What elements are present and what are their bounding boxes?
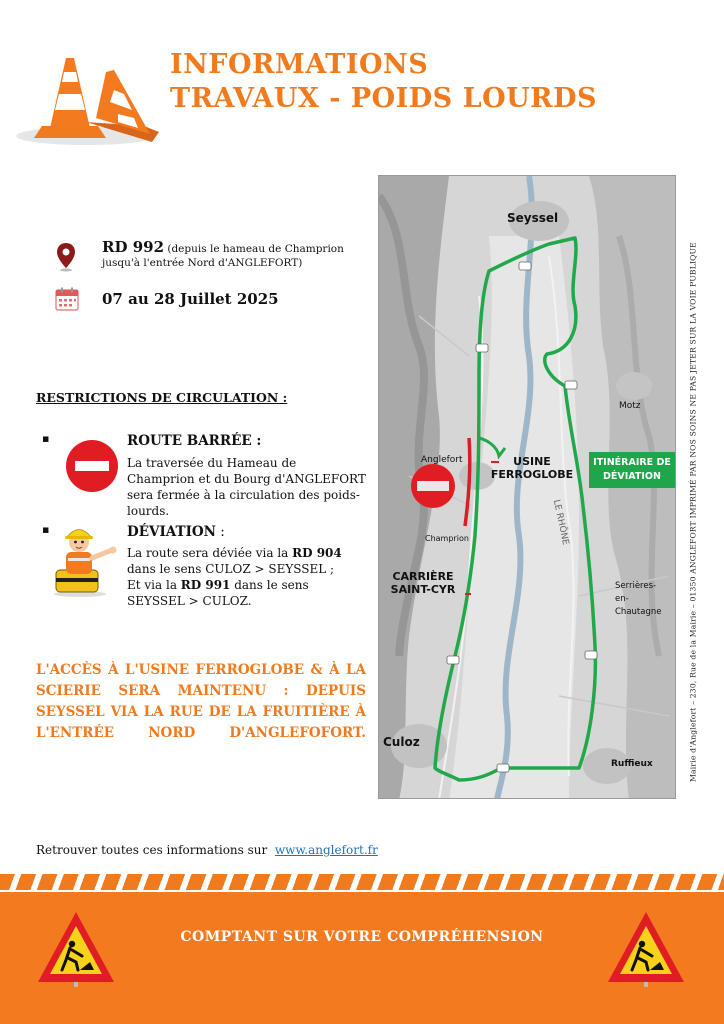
hazard-stripes (0, 874, 724, 890)
road-number: RD 992 (102, 238, 165, 256)
road-location-detail: (depuis le hameau de Champrion jusqu'à l'entrée Nord d'ANGLEFORT) (102, 243, 344, 269)
deviation-title-colon: : (215, 524, 225, 540)
bullet-road-closed: ▪ (42, 432, 50, 445)
map-river-rhone: LE RHÔNE (550, 498, 571, 546)
deviation-text (127, 545, 367, 609)
map-town-ruffieux: Ruffieux (611, 759, 653, 769)
page-title (170, 48, 597, 116)
deviation-road-a: RD 904 (292, 546, 342, 560)
calendar-icon (54, 286, 80, 312)
map-town-seyssel: Seyssel (507, 211, 559, 225)
bullet-deviation: ▪ (42, 523, 50, 536)
deviation-text-c: Et via la (127, 578, 181, 592)
restrictions-title: RESTRICTIONS DE CIRCULATION : (36, 390, 288, 405)
bottom-banner (0, 892, 724, 1024)
footer-text: Retrouver toutes ces informations sur (36, 843, 268, 857)
map-town-motz: Motz (619, 401, 641, 411)
work-dates: 07 au 28 Juillet 2025 (102, 290, 279, 308)
map-town-champrion: Champrion (425, 534, 469, 543)
road-closed-title: ROUTE BARRÉE : (127, 433, 262, 449)
deviation-text-d: dans le sens SEYSSEL > CULOZ. (127, 578, 309, 608)
deviation-map (378, 175, 676, 799)
banner-text: COMPTANT SUR VOTRE COMPRÉHENSION (180, 929, 544, 945)
location-pin-icon (56, 242, 76, 272)
no-entry-sign-icon (66, 440, 118, 492)
map-town-serrieres: Serrières- en-Chautagne (615, 581, 662, 617)
construction-worker-icon (50, 522, 120, 598)
map-town-anglefort: Anglefort (421, 455, 463, 465)
roadwork-sign-icon-left (34, 908, 118, 988)
road-location (102, 240, 362, 270)
roadwork-sign-icon-right (604, 908, 688, 988)
deviation-title-wrap (127, 524, 225, 540)
map-legend-deviation: ITINÉRAIRE DE DÉVIATION (589, 452, 675, 488)
map-town-culoz: Culoz (383, 735, 420, 749)
side-note: Mairie d'Anglefort – 230, Rue de la Mairie – 01350 ANGLEFORT IMPRIMÉ PAR NOS SOINS NE PAS JETER SUR LA VOIE PUBLIQUE (688, 242, 698, 782)
title-line-2: TRAVAUX - POIDS LOURDS (170, 83, 597, 114)
deviation-text-b: dans le sens CULOZ > SEYSSEL ; (127, 562, 335, 576)
deviation-title: DÉVIATION (127, 524, 216, 540)
map-label-carriere: CARRIÈRE SAINT-CYR (390, 570, 456, 596)
website-link[interactable]: www.anglefort.fr (274, 843, 378, 857)
traffic-cones-icon (14, 52, 159, 147)
footer-info (36, 843, 378, 857)
map-label-usine: USINE FERROGLOBE (490, 455, 574, 481)
deviation-road-b: RD 991 (180, 578, 231, 592)
deviation-text-a: La route sera déviée via la (127, 546, 293, 560)
road-closed-text: La traversée du Hameau de Champrion et du Bourg d'ANGLEFORT sera fermée à la circulation des poids-lourds. (127, 456, 366, 518)
title-line-1: INFORMATIONS (170, 49, 429, 80)
access-note: L'ACCÈS À L'USINE FERROGLOBE & À LA SCIERIE SERA MAINTENU : DEPUIS SEYSSEL VIA LA RUE DE LA FRUITIÈRE À L'ENTRÉE NORD D'ANGLEFOFORT. (36, 662, 366, 741)
